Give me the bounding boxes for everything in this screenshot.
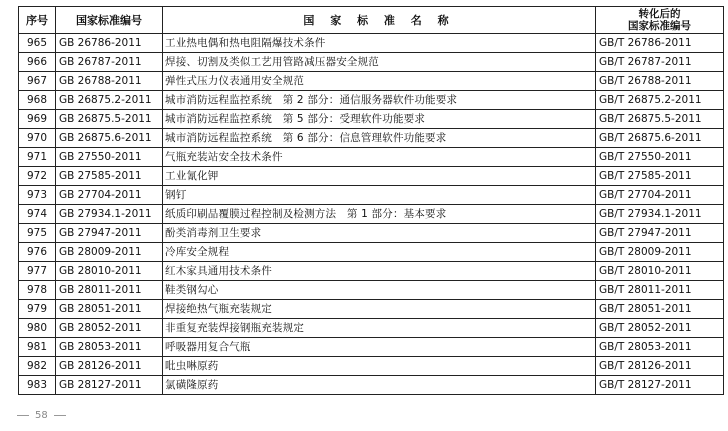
cell-serial-number: 971	[19, 148, 56, 167]
table-row	[19, 53, 724, 72]
header-serial-number: 序号	[19, 7, 56, 34]
table-row	[19, 300, 724, 319]
cell-standard-code: GB 28053-2011	[56, 338, 163, 357]
cell-converted-code: GB/T 28051-2011	[596, 300, 724, 319]
table-row	[19, 243, 724, 262]
cell-serial-number: 970	[19, 129, 56, 148]
table-row	[19, 357, 724, 376]
cell-converted-code: GB/T 26875.6-2011	[596, 129, 724, 148]
standards-table-container	[18, 6, 723, 396]
cell-converted-code: GB/T 27550-2011	[596, 148, 724, 167]
cell-standard-name: 城市消防远程监控系统 第 6 部分：信息管理软件功能要求	[163, 129, 596, 148]
cell-serial-number: 981	[19, 338, 56, 357]
cell-converted-code: GB/T 26788-2011	[596, 72, 724, 91]
cell-standard-name: 气瓶充装站安全技术条件	[163, 148, 596, 167]
cell-standard-name: 呼吸器用复合气瓶	[163, 338, 596, 357]
cell-standard-code: GB 26787-2011	[56, 53, 163, 72]
cell-serial-number: 965	[19, 34, 56, 53]
cell-converted-code: GB/T 28053-2011	[596, 338, 724, 357]
cell-standard-code: GB 28010-2011	[56, 262, 163, 281]
cell-standard-name: 焊接绝热气瓶充装规定	[163, 300, 596, 319]
cell-standard-code: GB 28127-2011	[56, 376, 163, 395]
cell-converted-code: GB/T 26875.2-2011	[596, 91, 724, 110]
cell-serial-number: 972	[19, 167, 56, 186]
cell-converted-code: GB/T 26786-2011	[596, 34, 724, 53]
table-row	[19, 110, 724, 129]
cell-serial-number: 968	[19, 91, 56, 110]
cell-serial-number: 966	[19, 53, 56, 72]
cell-serial-number: 980	[19, 319, 56, 338]
cell-converted-code: GB/T 27947-2011	[596, 224, 724, 243]
table-row	[19, 186, 724, 205]
cell-converted-code: GB/T 28126-2011	[596, 357, 724, 376]
table-row	[19, 148, 724, 167]
cell-serial-number: 975	[19, 224, 56, 243]
table-row	[19, 205, 724, 224]
header-converted-line2: 国家标准编号	[628, 20, 691, 32]
table-header	[19, 7, 724, 34]
cell-converted-code: GB/T 27585-2011	[596, 167, 724, 186]
header-standard-name: 国 家 标 准 名 称	[163, 7, 596, 34]
table-row	[19, 91, 724, 110]
table-row	[19, 281, 724, 300]
cell-standard-name: 钢钉	[163, 186, 596, 205]
cell-standard-name: 红木家具通用技术条件	[163, 262, 596, 281]
header-converted-line1: 转化后的	[638, 8, 681, 20]
cell-converted-code: GB/T 28010-2011	[596, 262, 724, 281]
cell-standard-code: GB 26875.5-2011	[56, 110, 163, 129]
cell-standard-code: GB 28011-2011	[56, 281, 163, 300]
cell-serial-number: 967	[19, 72, 56, 91]
cell-standard-name: 酚类消毒剂卫生要求	[163, 224, 596, 243]
table-row	[19, 262, 724, 281]
cell-standard-code: GB 28009-2011	[56, 243, 163, 262]
cell-serial-number: 982	[19, 357, 56, 376]
cell-standard-code: GB 28051-2011	[56, 300, 163, 319]
table-body	[19, 34, 724, 395]
header-row	[19, 7, 724, 34]
cell-standard-name: 工业热电偶和热电阻隔爆技术条件	[163, 34, 596, 53]
cell-standard-code: GB 27585-2011	[56, 167, 163, 186]
cell-serial-number: 977	[19, 262, 56, 281]
cell-standard-code: GB 27934.1-2011	[56, 205, 163, 224]
cell-standard-code: GB 27704-2011	[56, 186, 163, 205]
cell-converted-code: GB/T 26787-2011	[596, 53, 724, 72]
cell-converted-code: GB/T 28127-2011	[596, 376, 724, 395]
cell-standard-name: 工业氰化钾	[163, 167, 596, 186]
page-number: 58	[35, 409, 48, 421]
table-row	[19, 224, 724, 243]
cell-standard-name: 非重复充装焊接钢瓶充装规定	[163, 319, 596, 338]
cell-standard-code: GB 27947-2011	[56, 224, 163, 243]
cell-serial-number: 973	[19, 186, 56, 205]
cell-standard-code: GB 26875.2-2011	[56, 91, 163, 110]
cell-standard-code: GB 28052-2011	[56, 319, 163, 338]
cell-standard-code: GB 26788-2011	[56, 72, 163, 91]
table-row	[19, 167, 724, 186]
header-converted-code	[596, 7, 724, 34]
cell-converted-code: GB/T 26875.5-2011	[596, 110, 724, 129]
cell-standard-name: 焊接、切割及类似工艺用管路减压器安全规范	[163, 53, 596, 72]
cell-standard-name: 鞋类钢勾心	[163, 281, 596, 300]
cell-standard-name: 纸质印刷品覆膜过程控制及检测方法 第 1 部分：基本要求	[163, 205, 596, 224]
cell-serial-number: 983	[19, 376, 56, 395]
cell-converted-code: GB/T 27704-2011	[596, 186, 724, 205]
cell-converted-code: GB/T 28052-2011	[596, 319, 724, 338]
cell-serial-number: 978	[19, 281, 56, 300]
cell-serial-number: 969	[19, 110, 56, 129]
page-footer	[17, 408, 66, 422]
cell-standard-name: 冷库安全规程	[163, 243, 596, 262]
cell-standard-code: GB 28126-2011	[56, 357, 163, 376]
table-row	[19, 376, 724, 395]
table-row	[19, 338, 724, 357]
footer-dash-right	[54, 415, 66, 416]
cell-standard-code: GB 27550-2011	[56, 148, 163, 167]
cell-converted-code: GB/T 28011-2011	[596, 281, 724, 300]
cell-converted-code: GB/T 27934.1-2011	[596, 205, 724, 224]
cell-standard-code: GB 26786-2011	[56, 34, 163, 53]
cell-serial-number: 974	[19, 205, 56, 224]
cell-standard-name: 城市消防远程监控系统 第 2 部分：通信服务器软件功能要求	[163, 91, 596, 110]
table-row	[19, 72, 724, 91]
table-row	[19, 129, 724, 148]
cell-standard-name: 弹性式压力仪表通用安全规范	[163, 72, 596, 91]
header-standard-code: 国家标准编号	[56, 7, 163, 34]
cell-converted-code: GB/T 28009-2011	[596, 243, 724, 262]
cell-standard-name: 吡虫啉原药	[163, 357, 596, 376]
cell-standard-name: 氯磺隆原药	[163, 376, 596, 395]
table-row	[19, 34, 724, 53]
cell-serial-number: 979	[19, 300, 56, 319]
cell-serial-number: 976	[19, 243, 56, 262]
cell-standard-code: GB 26875.6-2011	[56, 129, 163, 148]
footer-dash-left	[17, 415, 29, 416]
standards-table	[18, 6, 724, 395]
table-row	[19, 319, 724, 338]
cell-standard-name: 城市消防远程监控系统 第 5 部分：受理软件功能要求	[163, 110, 596, 129]
